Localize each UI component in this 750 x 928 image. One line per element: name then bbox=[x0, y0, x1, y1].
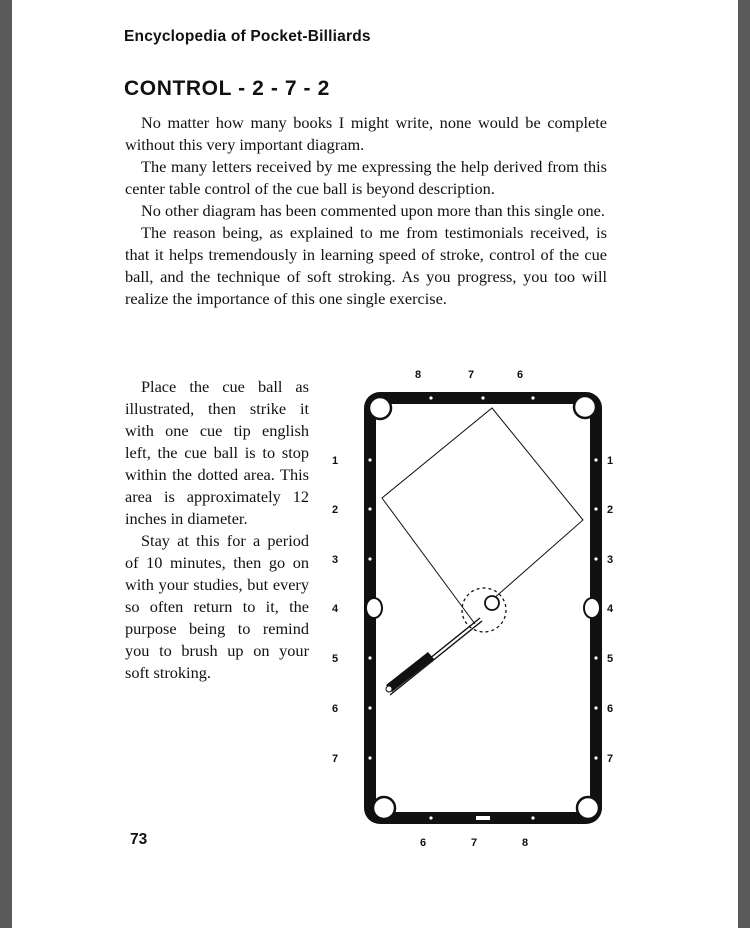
paragraph: Place the cue ball as illustrated, then strike it with one cue tip english left, the cue ball is to stop within the dotted area. This area is approximately 12 inches in diameter. bbox=[125, 377, 309, 528]
paragraph: Stay at this for a period of 10 minutes, then go on with your studies, but every so often return to it, the purpose being to remind you to brush up on your soft stroking. bbox=[125, 531, 309, 682]
bottom-label: 6 bbox=[419, 837, 427, 849]
corner-pocket bbox=[574, 396, 596, 418]
left-label: 7 bbox=[331, 753, 339, 765]
paragraph: The reason being, as explained to me from testimonials received, is that it helps tremendously in learning speed of stroke, control of the cue ball, and the technique of soft stroking. As you progress, you too will realize the importance of this one single exercise. bbox=[125, 223, 607, 308]
left-label: 1 bbox=[331, 455, 339, 467]
right-label: 4 bbox=[606, 603, 614, 615]
left-label: 2 bbox=[331, 504, 339, 516]
corner-pocket bbox=[577, 797, 599, 819]
side-text bbox=[125, 376, 309, 684]
bottom-label: 7 bbox=[470, 837, 478, 849]
pool-table-diagram bbox=[320, 360, 640, 860]
section-heading: CONTROL - 2 - 7 - 2 bbox=[124, 77, 330, 100]
left-label: 5 bbox=[331, 653, 339, 665]
running-head: Encyclopedia of Pocket-Billiards bbox=[124, 28, 371, 45]
body-text bbox=[125, 112, 607, 310]
right-label: 6 bbox=[606, 703, 614, 715]
corner-pocket bbox=[369, 397, 391, 419]
left-label: 6 bbox=[331, 703, 339, 715]
top-label: 8 bbox=[414, 369, 422, 381]
table-bed bbox=[376, 404, 590, 812]
page-number: 73 bbox=[130, 831, 148, 848]
cue-ball bbox=[485, 596, 499, 610]
paragraph: The many letters received by me expressing the help derived from this center table control of the cue ball is beyond description. bbox=[125, 157, 607, 198]
corner-pocket bbox=[373, 797, 395, 819]
paragraph: No other diagram has been commented upon more than this single one. bbox=[141, 201, 605, 220]
left-label: 3 bbox=[331, 554, 339, 566]
left-label: 4 bbox=[331, 603, 339, 615]
right-label: 1 bbox=[606, 455, 614, 467]
right-label: 3 bbox=[606, 554, 614, 566]
top-label: 7 bbox=[467, 369, 475, 381]
book-page bbox=[12, 0, 738, 928]
paragraph: No matter how many books I might write, none would be complete without this very important diagram. bbox=[125, 113, 607, 154]
side-pocket bbox=[366, 598, 382, 618]
right-label: 7 bbox=[606, 753, 614, 765]
side-pocket bbox=[584, 598, 600, 618]
right-label: 5 bbox=[606, 653, 614, 665]
bottom-label: 8 bbox=[521, 837, 529, 849]
right-label: 2 bbox=[606, 504, 614, 516]
top-label: 6 bbox=[516, 369, 524, 381]
